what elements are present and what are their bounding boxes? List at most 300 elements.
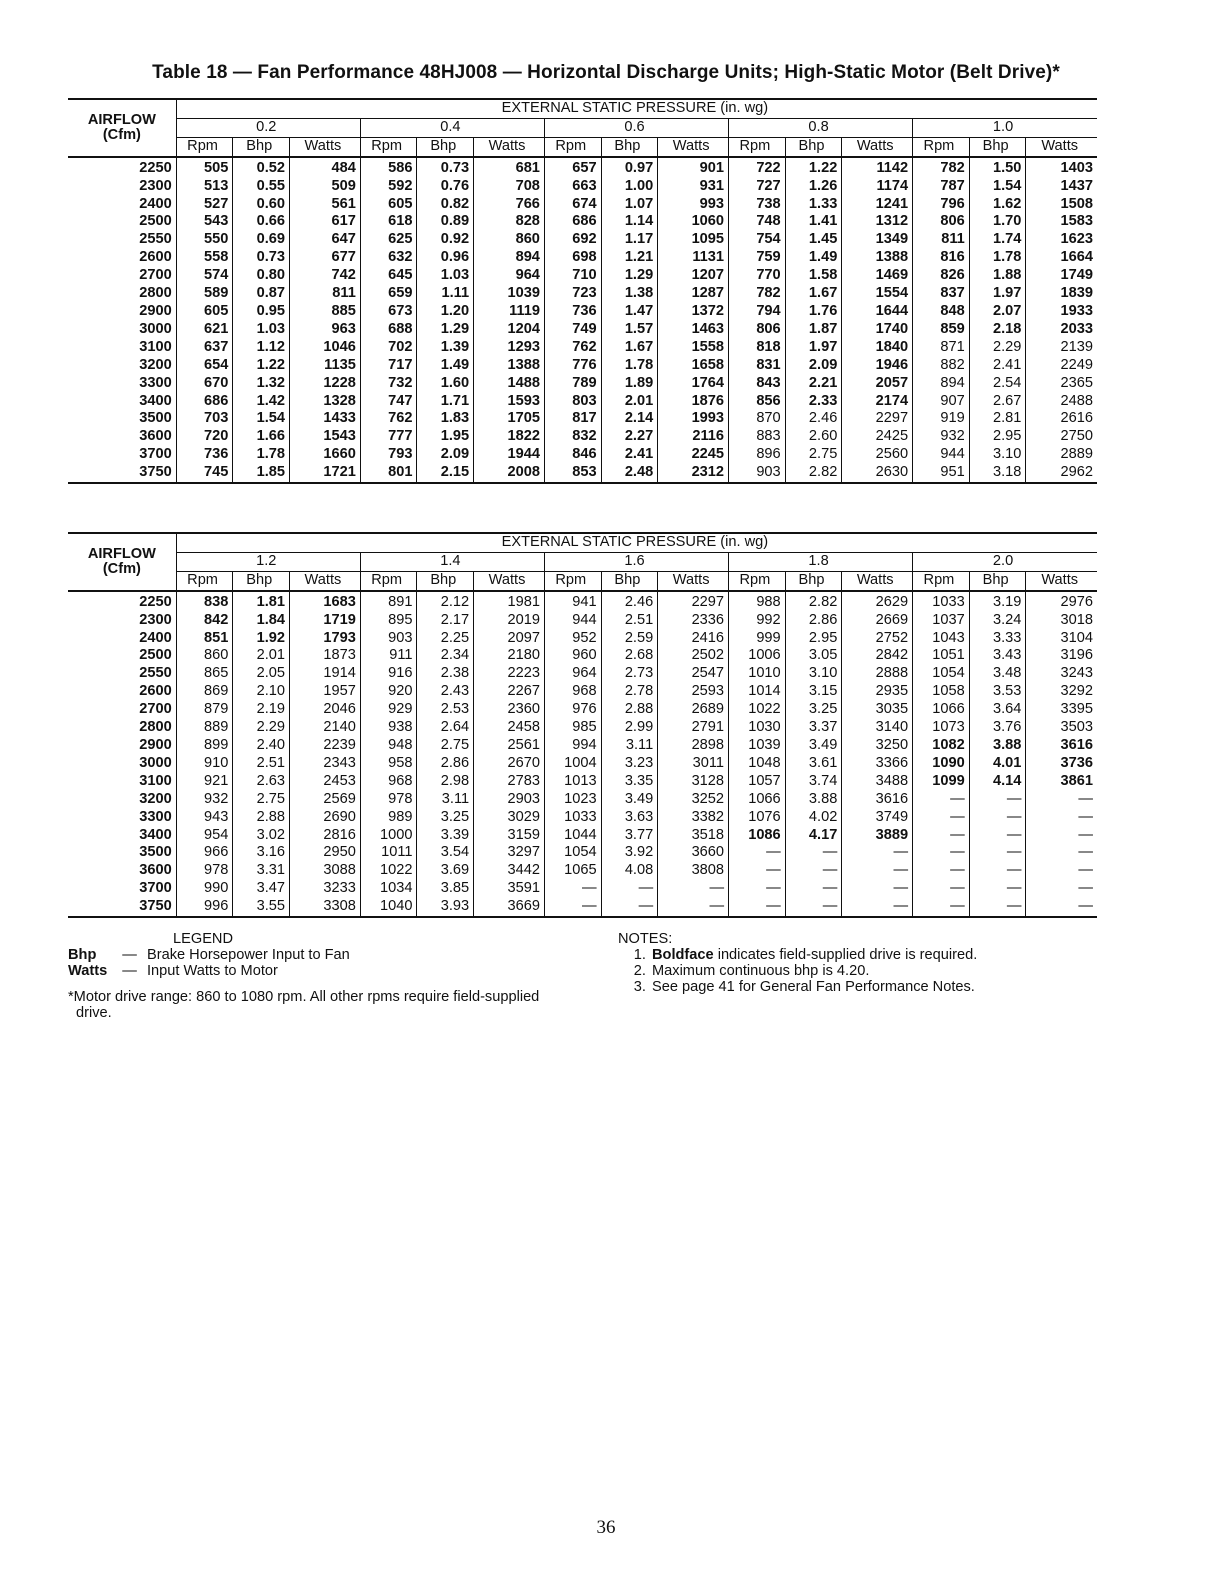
- value-cell: 1.21: [601, 249, 658, 267]
- value-cell: 1043: [913, 630, 970, 648]
- value-cell: 1.03: [233, 321, 290, 339]
- value-cell: —: [969, 844, 1026, 862]
- value-cell: 3889: [842, 827, 913, 845]
- table-row: [68, 719, 1097, 737]
- pressure-header: EXTERNAL STATIC PRESSURE (in. wg): [176, 533, 1097, 552]
- value-cell: 1.32: [233, 375, 290, 393]
- value-cell: —: [1078, 808, 1093, 825]
- subcolumn-header: Rpm: [544, 571, 601, 590]
- value-cell: 1073: [913, 719, 970, 737]
- value-cell: 1.42: [233, 393, 290, 411]
- value-cell: 1554: [842, 285, 913, 303]
- value-cell: 2488: [1060, 392, 1093, 409]
- value-cell: 618: [360, 213, 417, 231]
- value-cell: 2783: [474, 773, 545, 791]
- value-cell: 1066: [729, 791, 786, 809]
- value-cell: 2297: [658, 591, 729, 612]
- value-cell: 1.38: [601, 285, 658, 303]
- value-cell: 865: [176, 665, 233, 683]
- value-cell: 3.37: [785, 719, 842, 737]
- pressure-column-header: 0.4: [360, 118, 544, 137]
- value-cell: 1349: [842, 231, 913, 249]
- value-cell: 1508: [1060, 195, 1093, 212]
- table-row: [68, 428, 1097, 446]
- value-cell: 2.78: [601, 683, 658, 701]
- value-cell: 1593: [474, 393, 545, 411]
- value-cell: 985: [544, 719, 601, 737]
- value-cell: 1873: [290, 647, 361, 665]
- table-row: [68, 612, 1097, 630]
- value-cell: 0.66: [233, 213, 290, 231]
- value-cell: 1006: [729, 647, 786, 665]
- value-cell: 513: [176, 178, 233, 196]
- value-cell: 3.69: [417, 862, 474, 880]
- value-cell: 3.49: [601, 791, 658, 809]
- value-cell: 0.89: [417, 213, 474, 231]
- value-cell: 1312: [842, 213, 913, 231]
- airflow-cell: 2700: [68, 701, 176, 719]
- value-cell: 2.41: [969, 357, 1026, 375]
- value-cell: 1.89: [601, 375, 658, 393]
- airflow-cell: 3500: [68, 844, 176, 862]
- value-cell: 1719: [290, 612, 361, 630]
- legend-desc: Brake Horsepower Input to Fan: [147, 947, 350, 963]
- value-cell: 1372: [658, 303, 729, 321]
- value-cell: 617: [290, 213, 361, 231]
- table-row: [68, 393, 1097, 411]
- airflow-cell: 2800: [68, 285, 176, 303]
- value-cell: 677: [290, 249, 361, 267]
- airflow-cell: 3000: [68, 321, 176, 339]
- value-cell: 1060: [658, 213, 729, 231]
- value-cell: 1683: [290, 591, 361, 612]
- value-cell: 1.00: [601, 178, 658, 196]
- table-row: [68, 267, 1097, 285]
- table-row: [68, 321, 1097, 339]
- value-cell: 1.39: [417, 339, 474, 357]
- value-cell: 1764: [658, 375, 729, 393]
- value-cell: 1822: [474, 428, 545, 446]
- airflow-cell: 3300: [68, 375, 176, 393]
- value-cell: 2903: [474, 791, 545, 809]
- value-cell: 0.97: [601, 157, 658, 178]
- value-cell: 1048: [729, 755, 786, 773]
- value-cell: 2.53: [417, 701, 474, 719]
- value-cell: 2.27: [601, 428, 658, 446]
- value-cell: 1433: [290, 410, 361, 428]
- value-cell: 1086: [729, 827, 786, 845]
- value-cell: 882: [913, 357, 970, 375]
- value-cell: 963: [290, 321, 361, 339]
- value-cell: 4.14: [969, 773, 1026, 791]
- subcolumn-header: Bhp: [417, 137, 474, 156]
- value-cell: 1.88: [969, 267, 1026, 285]
- value-cell: 1.07: [601, 196, 658, 214]
- airflow-cell: 2900: [68, 303, 176, 321]
- legend-dash: —: [122, 963, 137, 979]
- value-cell: 1993: [658, 410, 729, 428]
- value-cell: 2.43: [417, 683, 474, 701]
- value-cell: 1054: [544, 844, 601, 862]
- value-cell: —: [969, 898, 1026, 917]
- value-cell: 938: [360, 719, 417, 737]
- fan-performance-table-low-pressure: [68, 98, 1097, 484]
- value-cell: 2360: [474, 701, 545, 719]
- airflow-cell: 2800: [68, 719, 176, 737]
- value-cell: 903: [729, 464, 786, 483]
- table-row: [68, 791, 1097, 809]
- value-cell: 2.07: [969, 303, 1026, 321]
- value-cell: 1039: [729, 737, 786, 755]
- airflow-cell: 3300: [68, 809, 176, 827]
- value-cell: 0.52: [233, 157, 290, 178]
- legend: [68, 931, 628, 1021]
- subcolumn-header: Bhp: [785, 571, 842, 590]
- value-cell: 2.14: [601, 410, 658, 428]
- subcolumn-header: Watts: [842, 571, 913, 590]
- value-cell: 3233: [290, 880, 361, 898]
- value-cell: 3088: [290, 862, 361, 880]
- value-cell: 1.60: [417, 375, 474, 393]
- value-cell: 944: [913, 446, 970, 464]
- value-cell: 899: [176, 737, 233, 755]
- value-cell: 3395: [1060, 701, 1093, 718]
- value-cell: 3.54: [417, 844, 474, 862]
- value-cell: 3.74: [785, 773, 842, 791]
- value-cell: 921: [176, 773, 233, 791]
- value-cell: 702: [360, 339, 417, 357]
- subcolumn-header: Rpm: [729, 137, 786, 156]
- airflow-cell: 2900: [68, 737, 176, 755]
- airflow-cell: 2500: [68, 213, 176, 231]
- value-cell: 708: [474, 178, 545, 196]
- value-cell: 932: [913, 428, 970, 446]
- value-cell: 1037: [913, 612, 970, 630]
- value-cell: 3488: [842, 773, 913, 791]
- value-cell: 3616: [842, 791, 913, 809]
- value-cell: 931: [658, 178, 729, 196]
- value-cell: 723: [544, 285, 601, 303]
- value-cell: 727: [729, 178, 786, 196]
- value-cell: 1623: [1060, 231, 1093, 248]
- value-cell: —: [1026, 898, 1097, 917]
- table-row: [68, 665, 1097, 683]
- subcolumn-header: Rpm: [360, 571, 417, 590]
- pressure-column-header: 1.6: [544, 552, 728, 571]
- value-cell: 2.41: [601, 446, 658, 464]
- value-cell: 1.95: [417, 428, 474, 446]
- value-cell: 3297: [474, 844, 545, 862]
- value-cell: 1099: [913, 773, 970, 791]
- value-cell: 2547: [658, 665, 729, 683]
- value-cell: 960: [544, 647, 601, 665]
- value-cell: 3.35: [601, 773, 658, 791]
- value-cell: 2019: [474, 612, 545, 630]
- value-cell: 647: [290, 231, 361, 249]
- value-cell: 3292: [1060, 683, 1093, 700]
- value-cell: 484: [290, 157, 361, 178]
- value-cell: 1840: [842, 339, 913, 357]
- pressure-column-header: 0.6: [544, 118, 728, 137]
- value-cell: 1039: [474, 285, 545, 303]
- value-cell: 686: [176, 393, 233, 411]
- value-cell: 2.86: [417, 755, 474, 773]
- value-cell: 3018: [1060, 611, 1093, 628]
- subcolumn-header: Rpm: [176, 137, 233, 156]
- note-item: 2. Maximum continuous bhp is 4.20.: [650, 963, 1078, 979]
- value-cell: 1046: [290, 339, 361, 357]
- airflow-cell: 3700: [68, 446, 176, 464]
- value-cell: —: [544, 880, 601, 898]
- value-cell: 1023: [544, 791, 601, 809]
- subcolumn-header: Rpm: [360, 137, 417, 156]
- value-cell: 1.67: [785, 285, 842, 303]
- value-cell: —: [913, 844, 970, 862]
- value-cell: 883: [729, 428, 786, 446]
- subcolumn-header: Watts: [842, 137, 913, 156]
- value-cell: 794: [729, 303, 786, 321]
- value-cell: 3196: [1060, 647, 1093, 664]
- value-cell: 1054: [913, 665, 970, 683]
- airflow-cell: 2600: [68, 249, 176, 267]
- subcolumn-header: Bhp: [233, 137, 290, 156]
- table-row: [68, 683, 1097, 701]
- value-cell: 1946: [842, 357, 913, 375]
- value-cell: 2008: [474, 464, 545, 483]
- subcolumn-header: Rpm: [729, 571, 786, 590]
- value-cell: 2.01: [233, 647, 290, 665]
- table-row: [68, 178, 1097, 196]
- value-cell: 2.34: [417, 647, 474, 665]
- value-cell: 1.14: [601, 213, 658, 231]
- value-cell: 782: [729, 285, 786, 303]
- page-number: 36: [596, 1517, 616, 1538]
- value-cell: 2593: [658, 683, 729, 701]
- value-cell: 842: [176, 612, 233, 630]
- value-cell: 3749: [842, 809, 913, 827]
- pressure-column-header: 1.2: [176, 552, 360, 571]
- value-cell: 951: [913, 464, 970, 483]
- value-cell: 2.19: [233, 701, 290, 719]
- value-cell: 2630: [842, 464, 913, 483]
- value-cell: 3616: [1060, 736, 1093, 753]
- value-cell: —: [729, 844, 786, 862]
- value-cell: —: [913, 791, 970, 809]
- value-cell: 688: [360, 321, 417, 339]
- value-cell: 1287: [658, 285, 729, 303]
- value-cell: 2.09: [417, 446, 474, 464]
- value-cell: 3660: [658, 844, 729, 862]
- value-cell: 2.51: [601, 612, 658, 630]
- value-cell: —: [601, 880, 658, 898]
- value-cell: 894: [913, 375, 970, 393]
- subcolumn-header: Watts: [474, 571, 545, 590]
- airflow-cell: 2250: [68, 591, 176, 612]
- value-cell: 3029: [474, 809, 545, 827]
- value-cell: 1174: [842, 178, 913, 196]
- value-cell: 3.93: [417, 898, 474, 917]
- value-cell: 1721: [290, 464, 361, 483]
- pressure-column-header: 1.4: [360, 552, 544, 571]
- value-cell: 625: [360, 231, 417, 249]
- value-cell: 1076: [729, 809, 786, 827]
- value-cell: 1066: [913, 701, 970, 719]
- value-cell: 896: [729, 446, 786, 464]
- value-cell: 1.87: [785, 321, 842, 339]
- value-cell: 2139: [1060, 338, 1093, 355]
- value-cell: —: [785, 880, 842, 898]
- value-cell: 558: [176, 249, 233, 267]
- subcolumn-header: Bhp: [785, 137, 842, 156]
- subcolumn-header: Rpm: [913, 137, 970, 156]
- value-cell: 2560: [842, 446, 913, 464]
- value-cell: 3.25: [785, 701, 842, 719]
- value-cell: 1057: [729, 773, 786, 791]
- value-cell: 860: [176, 647, 233, 665]
- value-cell: 891: [360, 591, 417, 612]
- value-cell: 2.75: [785, 446, 842, 464]
- value-cell: 907: [913, 393, 970, 411]
- value-cell: 1.76: [785, 303, 842, 321]
- value-cell: 698: [544, 249, 601, 267]
- value-cell: 1933: [1060, 302, 1093, 319]
- value-cell: 3011: [658, 755, 729, 773]
- value-cell: 736: [176, 446, 233, 464]
- value-cell: 2297: [842, 410, 913, 428]
- value-cell: 859: [913, 321, 970, 339]
- value-cell: 674: [544, 196, 601, 214]
- value-cell: 990: [176, 880, 233, 898]
- pressure-header: EXTERNAL STATIC PRESSURE (in. wg): [176, 99, 1097, 118]
- value-cell: 903: [360, 630, 417, 648]
- table-row: [68, 410, 1097, 428]
- value-cell: 1.62: [969, 196, 1026, 214]
- value-cell: 0.60: [233, 196, 290, 214]
- value-cell: 964: [544, 665, 601, 683]
- value-cell: 2.51: [233, 755, 290, 773]
- value-cell: 853: [544, 464, 601, 483]
- value-cell: 894: [474, 249, 545, 267]
- value-cell: 1095: [658, 231, 729, 249]
- value-cell: 3736: [1060, 754, 1093, 771]
- table-row: [68, 773, 1097, 791]
- subcolumn-header: Rpm: [176, 571, 233, 590]
- value-cell: 811: [290, 285, 361, 303]
- value-cell: —: [785, 898, 842, 917]
- value-cell: 2249: [1060, 356, 1093, 373]
- value-cell: 843: [729, 375, 786, 393]
- airflow-cell: 3750: [68, 464, 176, 483]
- value-cell: 2898: [658, 737, 729, 755]
- value-cell: 1.67: [601, 339, 658, 357]
- value-cell: 2502: [658, 647, 729, 665]
- value-cell: 3.55: [233, 898, 290, 917]
- legend-title: LEGEND: [173, 931, 234, 947]
- value-cell: 2.81: [969, 410, 1026, 428]
- subcolumn-header: Watts: [658, 137, 729, 156]
- subcolumn-header: Rpm: [544, 137, 601, 156]
- table-row: [68, 375, 1097, 393]
- airflow-cell: 3700: [68, 880, 176, 898]
- value-cell: 3128: [658, 773, 729, 791]
- value-cell: —: [913, 827, 970, 845]
- value-cell: 3.33: [969, 630, 1026, 648]
- value-cell: 1090: [913, 755, 970, 773]
- value-cell: 1.17: [601, 231, 658, 249]
- value-cell: 3366: [842, 755, 913, 773]
- value-cell: 2458: [474, 719, 545, 737]
- value-cell: 920: [360, 683, 417, 701]
- value-cell: 1142: [842, 157, 913, 178]
- value-cell: 673: [360, 303, 417, 321]
- value-cell: 1.84: [233, 612, 290, 630]
- value-cell: 2.95: [785, 630, 842, 648]
- pressure-column-header: 2.0: [913, 552, 1097, 571]
- value-cell: 592: [360, 178, 417, 196]
- value-cell: 2.86: [785, 612, 842, 630]
- value-cell: 1065: [544, 862, 601, 880]
- value-cell: 828: [474, 213, 545, 231]
- value-cell: 1.57: [601, 321, 658, 339]
- value-cell: 2097: [474, 630, 545, 648]
- value-cell: 3250: [842, 737, 913, 755]
- pressure-column-header: 0.2: [176, 118, 360, 137]
- value-cell: —: [842, 862, 913, 880]
- value-cell: 0.69: [233, 231, 290, 249]
- value-cell: 869: [176, 683, 233, 701]
- value-cell: 4.01: [969, 755, 1026, 773]
- value-cell: 1.58: [785, 267, 842, 285]
- value-cell: —: [544, 898, 601, 917]
- value-cell: 2791: [658, 719, 729, 737]
- value-cell: 645: [360, 267, 417, 285]
- value-cell: —: [1078, 880, 1093, 897]
- value-cell: 3.10: [969, 446, 1026, 464]
- value-cell: 0.55: [233, 178, 290, 196]
- table-row: [68, 464, 1097, 483]
- value-cell: 2057: [842, 375, 913, 393]
- value-cell: 976: [544, 701, 601, 719]
- table-row: [68, 809, 1097, 827]
- table-row: [68, 737, 1097, 755]
- value-cell: 1328: [290, 393, 361, 411]
- notes: [618, 931, 1078, 995]
- value-cell: 1558: [658, 339, 729, 357]
- value-cell: 811: [913, 231, 970, 249]
- value-cell: 749: [544, 321, 601, 339]
- value-cell: 793: [360, 446, 417, 464]
- value-cell: 1543: [290, 428, 361, 446]
- value-cell: 2.25: [417, 630, 474, 648]
- value-cell: —: [969, 862, 1026, 880]
- value-cell: 993: [658, 196, 729, 214]
- value-cell: 2.40: [233, 737, 290, 755]
- value-cell: 736: [544, 303, 601, 321]
- value-cell: 2889: [1060, 446, 1093, 463]
- value-cell: 1660: [290, 446, 361, 464]
- value-cell: 632: [360, 249, 417, 267]
- value-cell: 2.95: [969, 428, 1026, 446]
- value-cell: 1644: [842, 303, 913, 321]
- value-cell: 0.73: [417, 157, 474, 178]
- value-cell: 1.81: [233, 591, 290, 612]
- legend-dash: —: [122, 947, 137, 963]
- table-row: [68, 844, 1097, 862]
- value-cell: 885: [290, 303, 361, 321]
- value-cell: 3308: [290, 898, 361, 917]
- value-cell: 1839: [1060, 285, 1093, 302]
- value-cell: 2.48: [601, 464, 658, 483]
